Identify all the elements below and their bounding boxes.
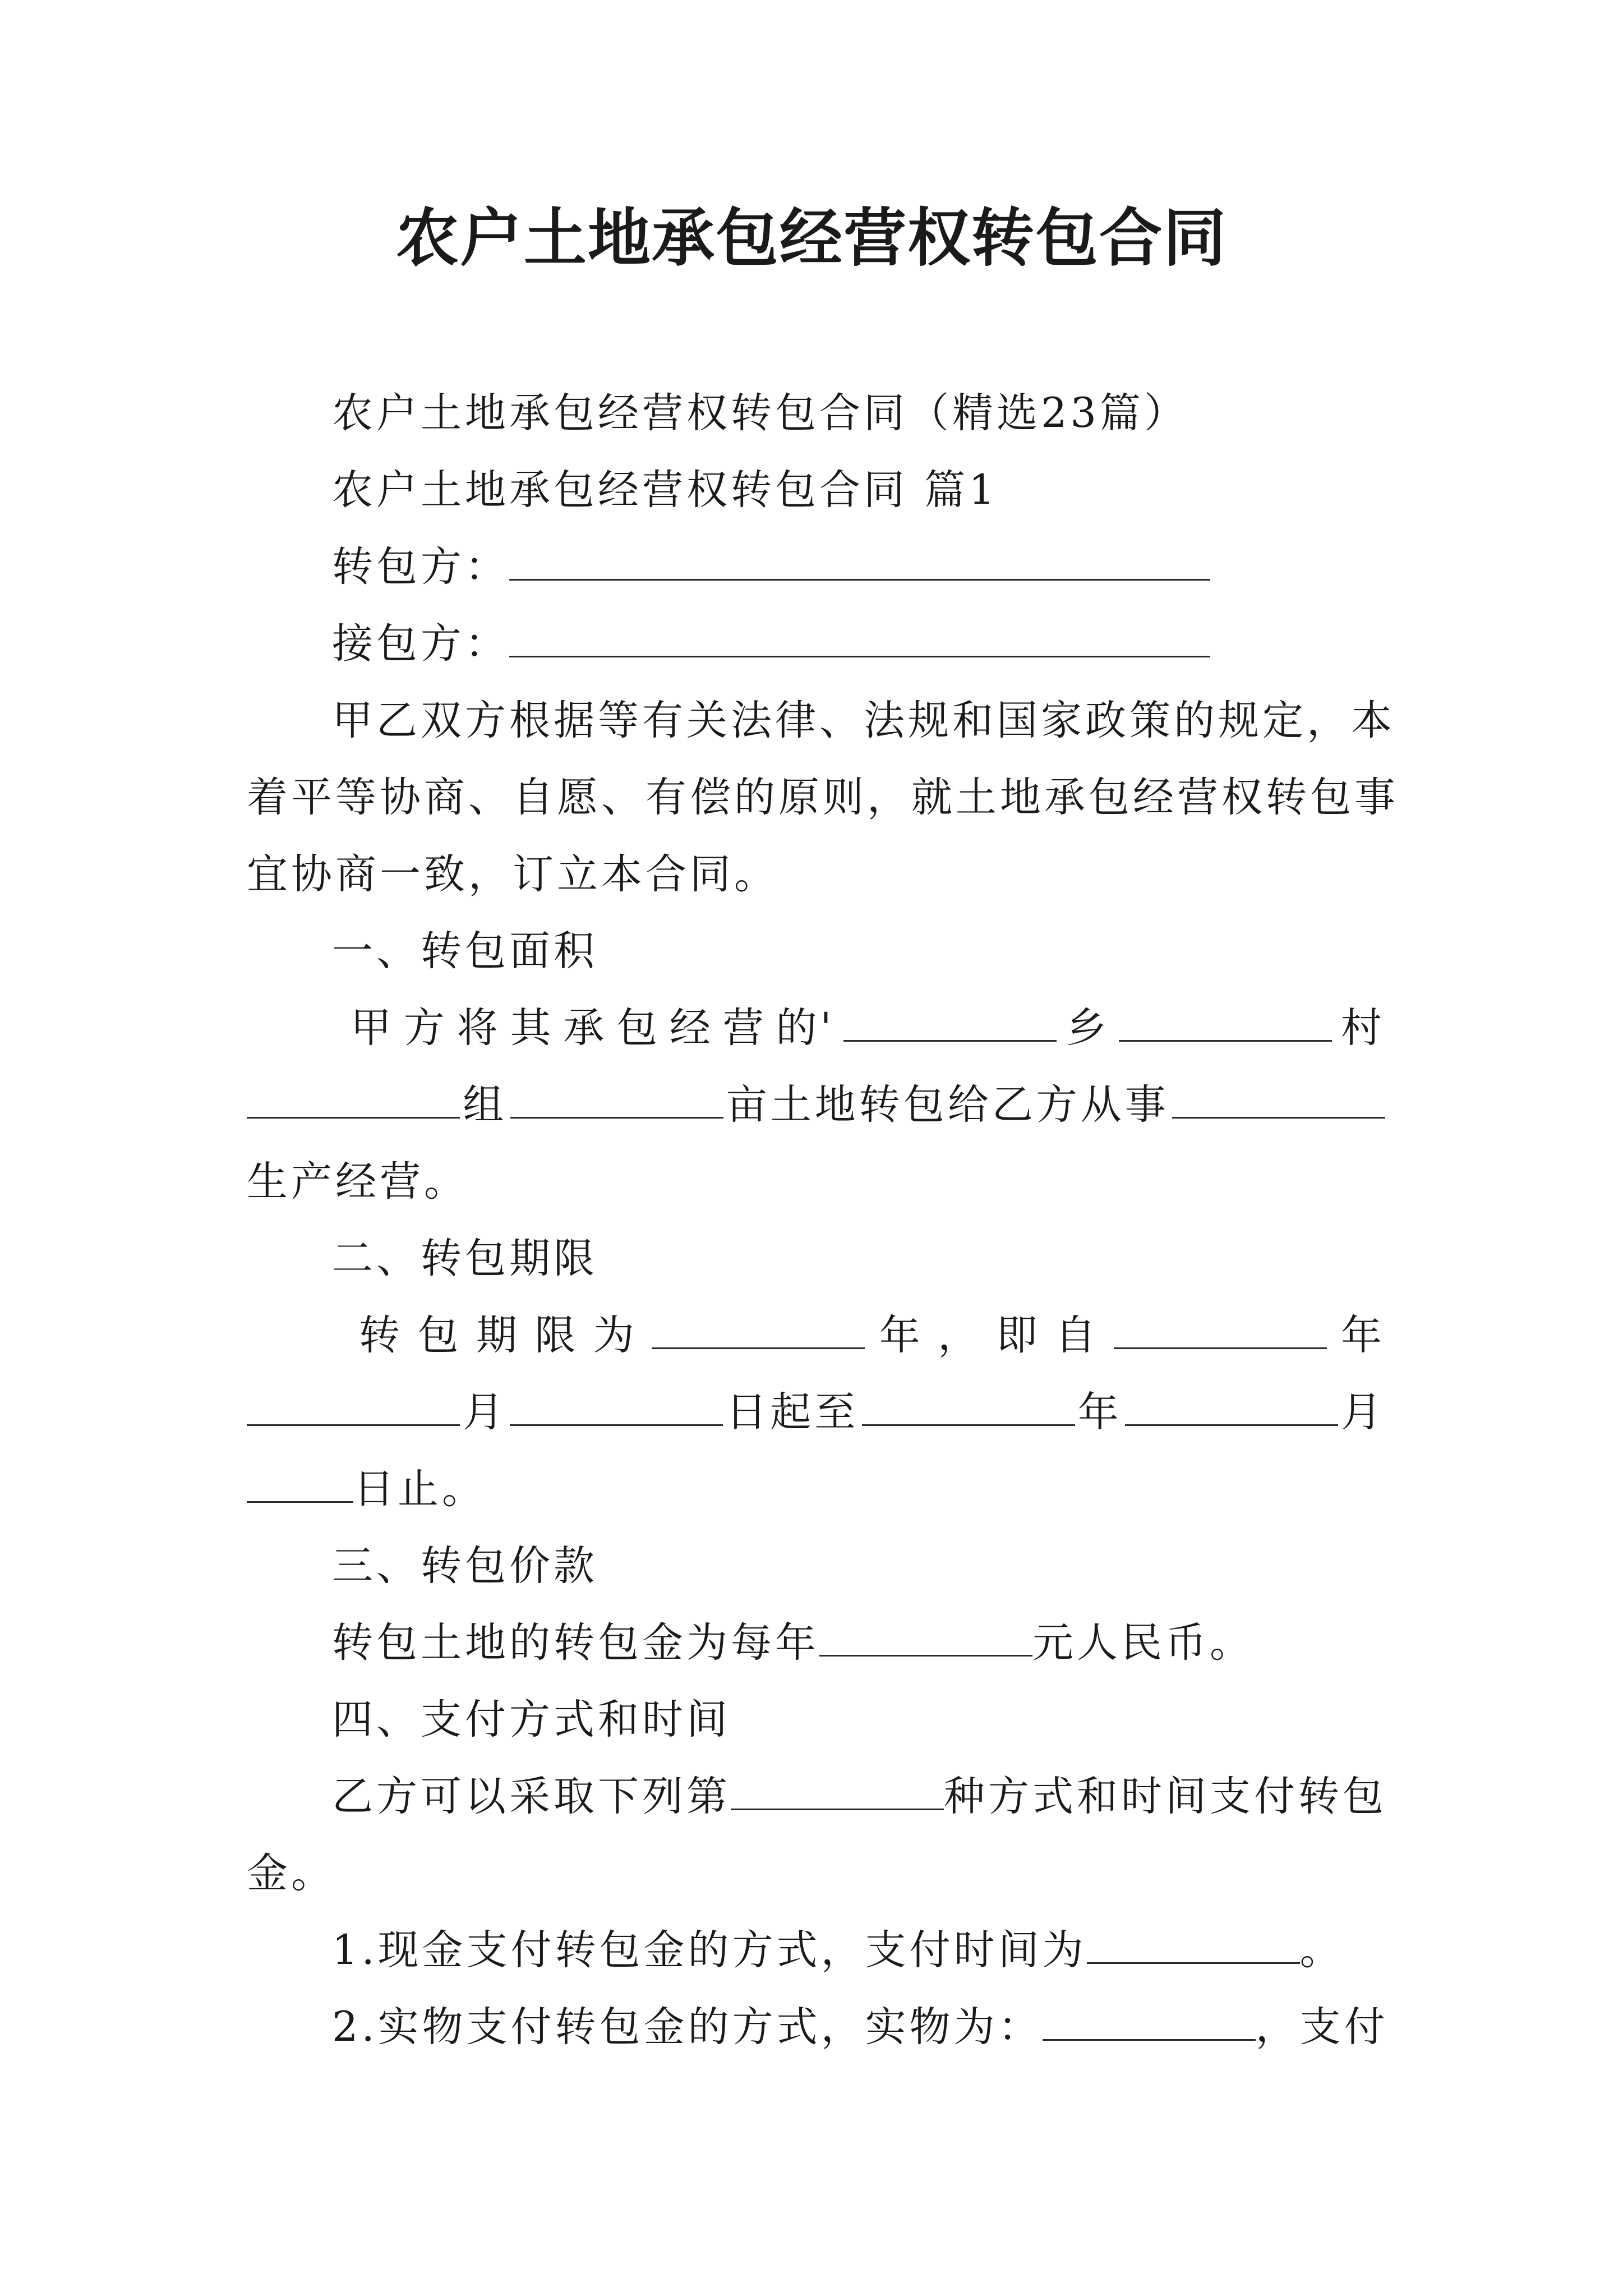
section1-text: 甲: [351, 1004, 395, 1052]
section4-line-1: [247, 1758, 1385, 1835]
year-label: 年: [1077, 1388, 1122, 1436]
section2-text: 自: [1055, 1312, 1100, 1359]
section2-heading: 二、转包期限: [332, 1235, 598, 1282]
section1-line-2: [247, 1066, 1385, 1143]
section1-text: 其: [510, 1004, 555, 1052]
start-month-blank: [247, 1387, 460, 1426]
intro-line-2: 着平等协商、自愿、有偿的原则，就土地承包经营权转包事: [247, 774, 1399, 821]
intro-line-3: 宜协商一致，订立本合同。: [247, 850, 778, 898]
day-label: 日止。: [353, 1465, 486, 1513]
intro-line-1: 甲乙双方根据等有关法律、法规和国家政策的规定，本: [332, 697, 1395, 744]
part-heading: 农户土地承包经营权转包合同 篇1: [332, 466, 998, 514]
section3-text: 元人民币。: [1032, 1619, 1254, 1667]
item1-text: 1.现金支付转包金的方式，支付时间为: [332, 1926, 1087, 1974]
item2-end: ，支付: [1255, 2003, 1389, 2051]
section4-text: 种方式和时间支付转包: [944, 1773, 1387, 1820]
section4-text: 乙方可以采取下列第: [332, 1773, 731, 1820]
item1-end: 。: [1299, 1926, 1344, 1974]
group-label: 组: [463, 1081, 508, 1129]
section2-text: 限: [534, 1312, 579, 1359]
section2-line-2: [247, 1374, 1385, 1451]
payment-time-blank: [1087, 1925, 1300, 1964]
township-blank: [843, 1003, 1057, 1042]
month-label: 月: [1340, 1388, 1385, 1436]
township-label: 乡: [1066, 1004, 1110, 1052]
section2-text: 转: [359, 1312, 403, 1359]
group-blank: [247, 1080, 460, 1119]
section2-line-1: [247, 1297, 1385, 1374]
end-year-blank: [862, 1387, 1075, 1426]
section2-text: 为: [593, 1312, 638, 1359]
village-blank: [1119, 1003, 1332, 1042]
section4-line-2: 金。: [247, 1849, 335, 1897]
comma: ，: [938, 1312, 983, 1359]
end-month-blank: [1125, 1387, 1338, 1426]
area-text: 亩土地转包给乙方从事: [726, 1081, 1169, 1129]
section1-text: 营: [722, 1004, 767, 1052]
goods-blank: [1043, 2002, 1256, 2041]
section1-text: 包: [616, 1004, 661, 1052]
section3-heading: 三、转包价款: [332, 1542, 598, 1590]
end-day-blank: [247, 1464, 353, 1503]
section2-text: 期: [476, 1312, 520, 1359]
section1-text: 经: [669, 1004, 714, 1052]
day-label: 日起至: [726, 1388, 859, 1436]
subtitle: 农户土地承包经营权转包合同（精选23篇）: [332, 389, 1188, 437]
month-label: 月: [463, 1388, 508, 1436]
area-blank: [510, 1080, 723, 1119]
price-blank: [819, 1618, 1032, 1657]
section1-line-3: 生产经营。: [247, 1158, 468, 1205]
party-a-line: [247, 528, 1385, 605]
village-label: 村: [1340, 1004, 1385, 1052]
party-b-blank: [509, 619, 1210, 657]
section3-line-1: [247, 1604, 1385, 1681]
start-year-blank: [1114, 1310, 1327, 1349]
document-title: 农户土地承包经营权转包合同: [396, 201, 1227, 275]
section2-text: 包: [417, 1312, 462, 1359]
years-label: 年: [879, 1312, 924, 1359]
section1-heading: 一、转包面积: [332, 927, 598, 975]
section1-line-1: [247, 990, 1385, 1066]
term-years-blank: [652, 1310, 865, 1349]
party-b-line: [247, 605, 1385, 682]
section1-text: 承: [563, 1004, 608, 1052]
party-a-label: 转包方：: [332, 543, 509, 591]
section1-text: 的': [776, 1004, 835, 1052]
document-body: [247, 375, 1399, 2065]
business-blank: [1172, 1080, 1385, 1119]
section4-heading: 四、支付方式和时间: [332, 1696, 731, 1743]
party-b-label: 接包方：: [332, 620, 509, 668]
section3-text: 转包土地的转包金为每年: [332, 1619, 819, 1667]
method-blank: [731, 1772, 944, 1810]
section4-item-2: [247, 1989, 1389, 2065]
section2-text: 即: [996, 1312, 1041, 1359]
item2-text: 2.实物支付转包金的方式，实物为：: [332, 2003, 1043, 2051]
start-day-blank: [510, 1387, 723, 1426]
party-a-blank: [509, 542, 1210, 581]
year-label: 年: [1340, 1312, 1385, 1359]
section1-text: 方: [403, 1004, 448, 1052]
section1-text: 将: [457, 1004, 501, 1052]
section2-line-3: [247, 1451, 1385, 1527]
section4-item-1: [247, 1912, 1385, 1989]
